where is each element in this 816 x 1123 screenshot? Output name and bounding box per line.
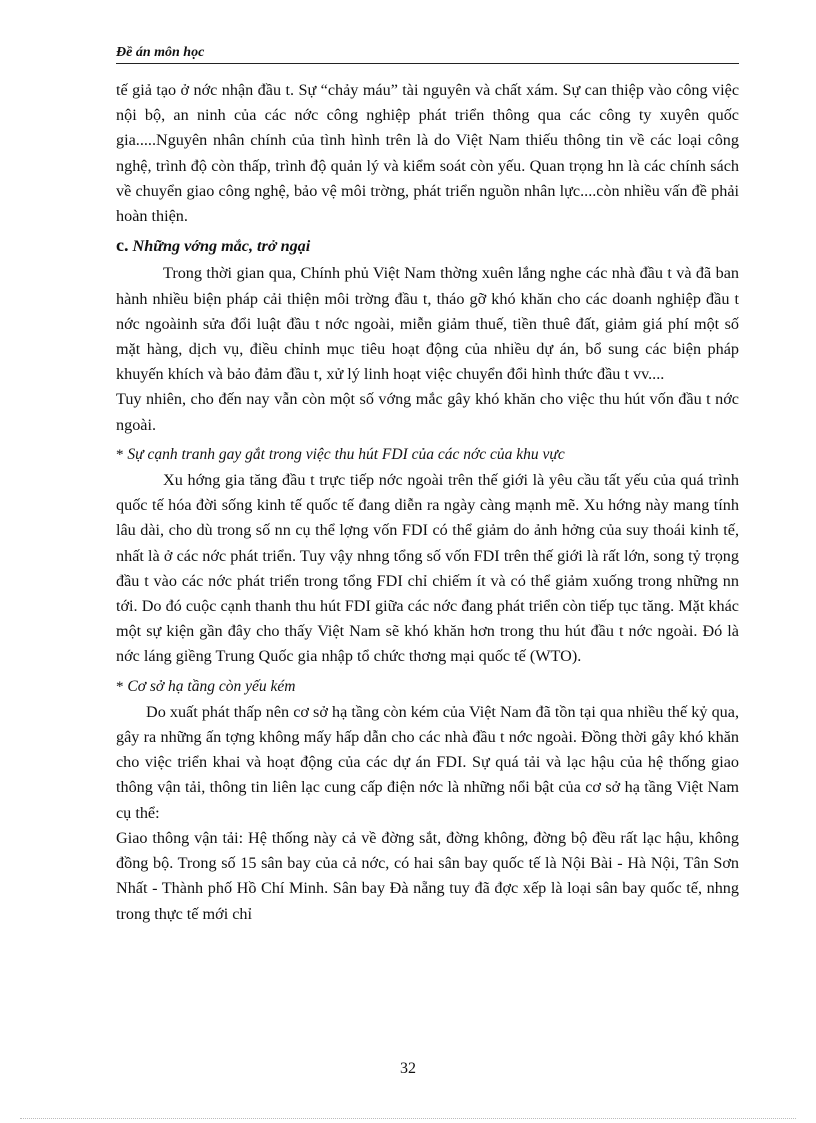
subheading-text: Sự cạnh tranh gay gắt trong việc thu hút FDI của các nớc của khu vực <box>123 445 565 463</box>
paragraph-6: Giao thông vận tải: Hệ thống này cả về đờng sắt, đờng không, đờng bộ đều rất lạc hậu, không đồng bộ. Trong số 15 sân bay của cả nớc, có hai sân bay quốc tế là Nội Bài - Hà Nội, Tân Sơn Nhất - Thành phố Hồ Chí Minh. Sân bay Đà nẵng tuy đã đợc xếp là loại sân bay quốc tế, nhng trong thực tế mới chỉ <box>116 828 739 923</box>
subheading-competition <box>116 442 739 468</box>
section-heading-text: Những vớng mắc, trở ngại <box>128 237 311 256</box>
bullet-marker: * <box>116 446 124 463</box>
page-bottom-divider <box>20 1118 796 1119</box>
bullet-marker: * <box>116 678 124 695</box>
paragraph-2: Trong thời gian qua, Chính phủ Việt Nam thờng xuên lắng nghe các nhà đầu t và đã ban hành nhiều biện pháp cải thiện môi trờng đầu t, tháo gỡ khó khăn cho các doanh nghiệp đầu t nớc ngoàinh sửa đổi luật đầu t nớc ngoài, miễn giảm thuế, tiền thuê đất, giảm giá phí một số mặt hàng, dịch vụ, điều chỉnh mục tiêu hoạt động của nhiều dự án, bổ sung các biện pháp khuyến khích và bảo đảm đầu t, xử lý linh hoạt việc chuyển đổi hình thức đầu t vv.... <box>116 264 739 384</box>
section-marker: c. <box>116 235 129 256</box>
header-title: Đề án môn học <box>116 44 739 64</box>
page-content <box>116 44 739 927</box>
page-number: 32 <box>400 1060 416 1077</box>
paragraph-5: Do xuất phát thấp nên cơ sở hạ tầng còn kém của Việt Nam đã tồn tại qua nhiều thế kỷ qua, gây ra những ấn tợng không mấy hấp dẫn cho các nhà đầu t nớc ngoài. Đồng thời gây khó khăn cho việc triển khai và hoạt động của các dự án FDI. Sự quá tải và lạc hậu của hệ thống giao thông vận tải, thông tin liên lạc cung cấp điện nớc là những nổi bật của cơ sở hạ tầng Việt Nam cụ thể: <box>116 702 739 822</box>
paragraph-4: Xu hớng gia tăng đầu t trực tiếp nớc ngoài trên thế giới là yêu cầu tất yếu của quá trình quốc tế hóa đời sống kinh tế quốc tế đang diễn ra ngày càng mạnh mẽ. Xu hớng này mang tính lâu dài, cho dù trong số nn cụ thể lợng vốn FDI có thể giảm do ảnh hởng của suy thoái kinh tế, nhất là ở các nớc phát triển. Tuy vậy nhng tổng số vốn FDI trên thế giới là rất lớn, song tỷ trọng đầu t vào các nớc phát triển trong tổng FDI chỉ chiếm ít và có thể giảm xuống trong những nn tới. Do đó cuộc cạnh thanh thu hút FDI giữa các nớc đang phát triển còn tiếp tục tăng. Mặt khác một sự kiện gần đây cho thấy Việt Nam sẽ khó khăn hơn trong thu hút đầu t nớc ngoài. Đó là nớc láng giềng Trung Quốc gia nhập tổ chức thơng mại quốc tế (WTO). <box>116 471 739 666</box>
paragraph-3: Tuy nhiên, cho đến nay vẫn còn một số vớng mắc gây khó khăn cho việc thu hút vốn đầu t nớc ngoài. <box>116 390 739 434</box>
document-body <box>116 78 739 927</box>
subheading-infrastructure <box>116 674 739 700</box>
section-heading-c <box>116 233 739 259</box>
paragraph-1: tế giả tạo ở nớc nhận đầu t. Sự “chảy máu” tài nguyên và chất xám. Sự can thiệp vào công việc nội bộ, an ninh của các nớc công nghiệp phát triển thông qua các công ty xuyên quốc gia.....Nguyên nhân chính của tình hình trên là do Việt Nam thiếu thông tin về các loại công nghệ, trình độ còn thấp, trình độ quản lý và kiểm soát còn yếu. Quan trọng hn là các chính sách về chuyển giao công nghệ, bảo vệ môi trờng, phát triển nguồn nhân lực....còn nhiều vấn đề phải hoàn thiện. <box>116 81 739 226</box>
subheading-text: Cơ sở hạ tầng còn yếu kém <box>123 677 296 695</box>
